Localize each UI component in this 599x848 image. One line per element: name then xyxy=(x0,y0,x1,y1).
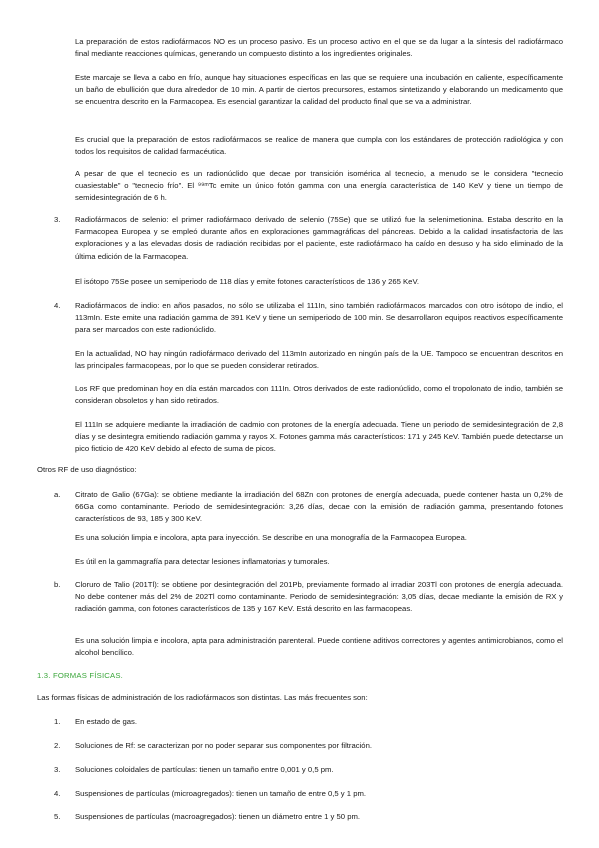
list-number-forma-1: 1. xyxy=(54,717,61,726)
paragraph-galio-3: Es útil en la gammagrafía para detectar lesiones inflamatorias y tumorales. xyxy=(75,557,330,566)
paragraph-indio-3: Los RF que predominan hoy en día están marcados con 111In. Otros derivados de este radionúclido, como el tropolonato de indio, también se consideran obsoletos y han sido retirados. xyxy=(75,384,563,406)
list-item-forma-4: Suspensiones de partículas (microagregados): tienen un tamaño de entre 0,5 y 1 pm. xyxy=(75,789,367,798)
list-number-selenio: 3. xyxy=(54,215,61,224)
list-number-forma-5: 5. xyxy=(54,812,61,821)
list-letter-talio: b. xyxy=(54,580,61,589)
paragraph-indio-1: Radiofármacos de indio: en años pasados, no sólo se utilizaba el 111In, sino también radiofármacos marcados con otro isótopo de indio, el 113mIn. Este emite una radiación gamma de 391 KeV y tiene un semiperiodo de 100 min. Se desarrollaron equipos reactivos específicamente para ser marcados con este radionúclido. xyxy=(75,301,563,335)
list-item-forma-1: En estado de gas. xyxy=(75,717,137,726)
list-number-forma-3: 3. xyxy=(54,765,61,774)
list-number-forma-2: 2. xyxy=(54,741,61,750)
paragraph-indio-4: El 111In se adquiere mediante la irradiación de cadmio con protones de la energía adecuada. Tiene un periodo de semidesintegración de 2,8 días y se desintegra emitiendo radiación gamma y rayos X. Fotones gamma más característicos: 171 y 245 KeV. También puede detectarse un pico ficticio de 420 KeV debido al efecto de suma de picos. xyxy=(75,420,563,454)
list-number-forma-4: 4. xyxy=(54,789,61,798)
paragraph-galio-2: Es una solución limpia e incolora, apta para inyección. Se describe en una monografía de la Farmacopea Europea. xyxy=(75,533,467,542)
paragraph-tecnecio-4: A pesar de que el tecnecio es un radionúclido que decae por transición isomérica al tecnecio, a menudo se le considera "tecnecio cuasiestable" o "tecnecio frío". El ⁹⁹ᵐTc emite un único fotón gamma con una energía característica de 140 KeV y tiene un tiempo de semidesintegración de 6 h. xyxy=(75,169,563,203)
section-heading-formas-fisicas: 1.3. FORMAS FÍSICAS. xyxy=(37,671,124,680)
paragraph-otros-intro: Otros RF de uso diagnóstico: xyxy=(37,465,137,474)
list-number-indio: 4. xyxy=(54,301,61,310)
paragraph-indio-2: En la actualidad, NO hay ningún radiofármaco derivado del 113mIn autorizado en ningún país de la UE. Tampoco se encuentran descritos en las principales farmacopeas, por lo que se pueden considerar retirados. xyxy=(75,349,563,371)
paragraph-galio-1: Citrato de Galio (67Ga): se obtiene mediante la irradiación del 68Zn con protones de energía adecuada, puede contener hasta un 0,2% de 66Ga como contaminante. Periodo de semidesintegración: 3,26 días, decae con la emisión de radiación gamma, presentando fotones característicos de 93, 185 y 300 KeV. xyxy=(75,490,563,524)
paragraph-tecnecio-1: La preparación de estos radiofármacos NO es un proceso pasivo. Es un proceso activo en el que se da lugar a la síntesis del radiofármaco final mediante reacciones químicas, generando un compuesto distinto a los ingredientes originales. xyxy=(75,37,563,59)
paragraph-talio-2: Es una solución limpia e incolora, apta para administración parenteral. Puede contiene aditivos correctores y agentes antimicrobianos, como el alcohol bencílico. xyxy=(75,636,563,658)
paragraph-tecnecio-2: Este marcaje se lleva a cabo en frío, aunque hay situaciones específicas en las que se requiere una incubación en caliente, específicamente un baño de ebullición que dura alrededor de 10 min. A partir de ciertos precursores, estamos sintetizando y elaborando un medicamento que se encuentra descrito en la Farmacopea. Es esencial garantizar la calidad del producto final que se va a administrar. xyxy=(75,73,563,107)
list-item-forma-5: Suspensiones de partículas (macroagregados): tienen un diámetro entre 1 y 50 pm. xyxy=(75,812,361,821)
list-letter-galio: a. xyxy=(54,490,61,499)
paragraph-formas-intro: Las formas físicas de administración de los radiofármacos son distintas. Las más frecuentes son: xyxy=(37,693,368,702)
paragraph-selenio-1: Radiofármacos de selenio: el primer radiofármaco derivado de selenio (75Se) que se utilizó fue la selenimetionina. Estaba descrito en la Farmacopea Europea y se empleó durante años en exploraciones gammagráficas del páncreas. Debido a la calidad insatisfactoria de las exploraciones y a las elevadas dosis de radiación recibidas por el paciente, este radiofármaco ha caído en desuso y ha sido eliminado de la última edición de la Farmacopea. xyxy=(75,215,563,261)
list-item-forma-3: Soluciones coloidales de partículas: tienen un tamaño entre 0,001 y 0,5 pm. xyxy=(75,765,334,774)
paragraph-selenio-2: El isótopo 75Se posee un semiperiodo de 118 días y emite fotones característicos de 136 y 265 KeV. xyxy=(75,277,420,286)
list-item-forma-2: Soluciones de Rf: se caracterizan por no poder separar sus componentes por filtración. xyxy=(75,741,372,750)
paragraph-talio-1: Cloruro de Talio (201Tl): se obtiene por desintegración del 201Pb, previamente formado al irradiar 203Tl con protones de energía adecuada. No debe contener más del 2% de 202Tl como contaminante. Periodo de semidesintegración: 3,05 días, decae mediante la emisión de RX y radiación gamma, con fotones característicos de 135 y 167 KeV. Está descrito en las farmacopeas. xyxy=(75,580,563,614)
paragraph-tecnecio-3: Es crucial que la preparación de estos radiofármacos se realice de manera que cumpla con los estándares de protección radiológica y con todos los requisitos de calidad farmacéutica. xyxy=(75,135,563,157)
